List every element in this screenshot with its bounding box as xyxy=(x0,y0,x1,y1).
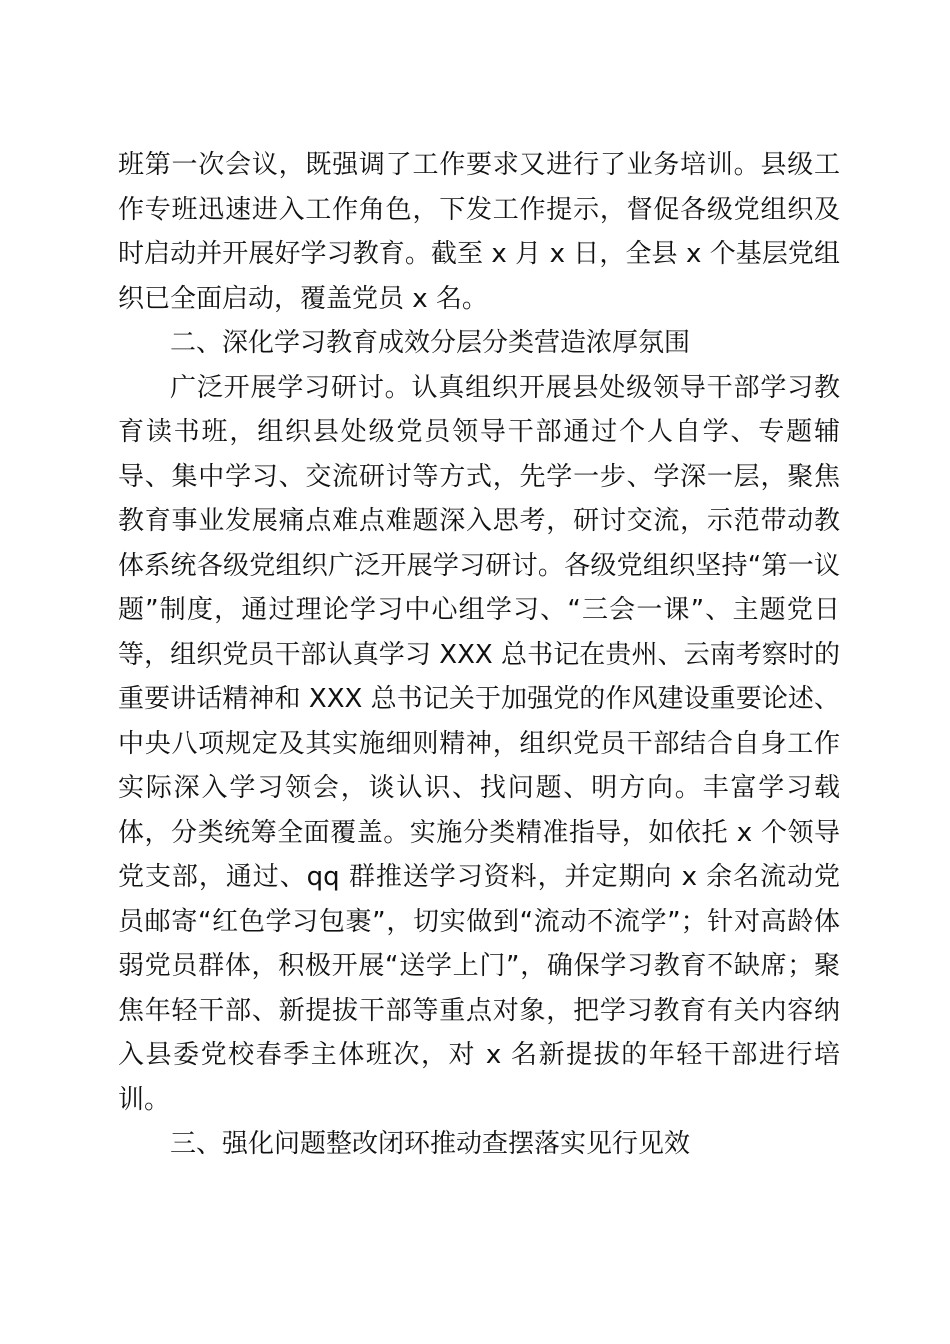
section-heading-3: 三、强化问题整改闭环推动查摆落实见行见效 xyxy=(170,1129,691,1159)
paragraph-study-discussion: 广泛开展学习研讨。认真组织开展县处级领导干部学习教育读书班，组织县处级党员领导干部通过个人自学、专题辅导、集中学习、交流研讨等方式，先学一步、学深一层，聚焦教育事业发展痛点难点难题深入思考，研讨交流，示范带动教体系统各级党组织广泛开展学习研讨。各级党组织坚持“第一议题”制度，通过理论学习中心组学习、“三会一课”、主题党日等，组织党员干部认真学习 XXX 总书记在贵州、云南考察时的重要讲话精神和 XXX 总书记关于加强党的作风建设重要论述、中央八项规定及其实施细则精神，组织党员干部结合自身工作实际深入学习领会，谈认识、找问题、明方向。丰富学习载体，分类统筹全面覆盖。实施分类精准指导，如依托 x 个领导党支部，通过、qq 群推送学习资料，并定期向 x 余名流动党员邮寄“红色学习包裹”，切实做到“流动不流学”；针对高龄体弱党员群体，积极开展“送学上门”，确保学习教育不缺席；聚焦年轻干部、新提拔干部等重点对象，把学习教育有关内容纳入县委党校春季主体班次，对 x 名新提拔的年轻干部进行培训。 xyxy=(118,372,840,1115)
section-heading-2: 二、深化学习教育成效分层分类营造浓厚氛围 xyxy=(170,328,691,358)
document-body xyxy=(118,143,840,1167)
paragraph-continuation: 班第一次会议，既强调了工作要求又进行了业务培训。县级工作专班迅速进入工作角色，下发工作提示，督促各级党组织及时启动并开展好学习教育。截至 x 月 x 日，全县 x 个基层党组织已全面启动，覆盖党员 x 名。 xyxy=(118,150,840,314)
